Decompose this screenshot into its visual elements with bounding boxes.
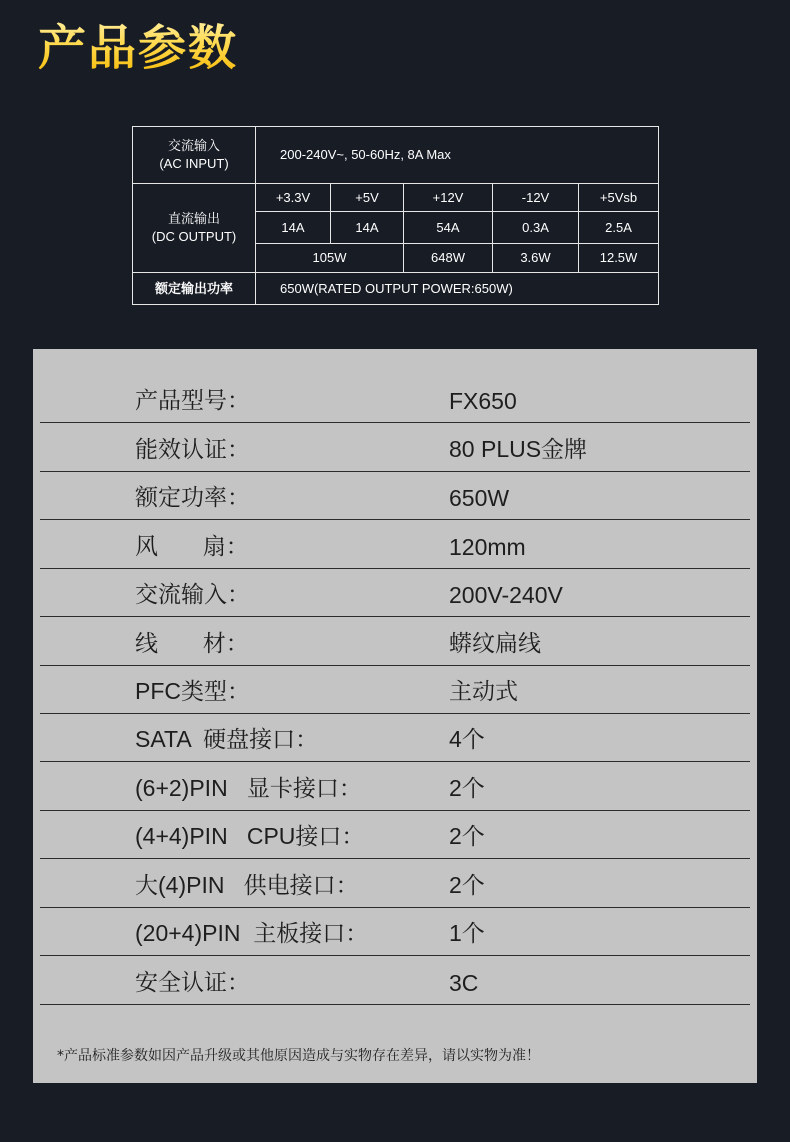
spec-value: 120mm	[449, 534, 526, 560]
spec-value: FX650	[449, 388, 517, 414]
dc-output-label-cn: 直流输出	[167, 211, 220, 226]
rail-current: 0.3A	[493, 212, 579, 244]
spec-value: 80 PLUS金牌	[449, 436, 588, 462]
spec-label: 交流输入：	[135, 581, 250, 607]
spec-row	[40, 665, 750, 714]
spec-row	[40, 520, 750, 569]
ac-input-value: 200-240V~, 50-60Hz, 8A Max	[256, 127, 659, 184]
spec-row	[40, 423, 750, 472]
spec-row	[40, 907, 750, 956]
spec-row	[40, 859, 750, 908]
rail-voltage: +3.3V	[256, 184, 331, 212]
spec-value: 2个	[449, 775, 485, 801]
spec-row	[40, 762, 750, 811]
rail-voltage: -12V	[493, 184, 579, 212]
spec-row	[40, 956, 750, 1005]
rail-wattage: 105W	[256, 244, 404, 273]
spec-label: 产品型号：	[135, 387, 250, 413]
spec-panel	[33, 349, 757, 1083]
spec-label: 安全认证：	[135, 969, 250, 995]
spec-label: 线 材：	[135, 630, 249, 656]
page-title: 产品参数	[38, 16, 238, 80]
spec-label: PFC类型：	[135, 678, 250, 704]
spec-label: (4+4)PIN CPU接口：	[135, 823, 365, 849]
spec-label: 大(4)PIN 供电接口：	[135, 872, 359, 898]
spec-row	[40, 810, 750, 859]
spec-value: 主动式	[449, 678, 518, 704]
spec-label: (20+4)PIN 主板接口：	[135, 920, 369, 946]
spec-value: 200V-240V	[449, 582, 563, 608]
rail-voltage: +12V	[404, 184, 493, 212]
rail-wattage: 3.6W	[493, 244, 579, 273]
rail-current: 14A	[331, 212, 404, 244]
spec-row	[40, 568, 750, 617]
ac-input-row	[133, 127, 659, 184]
spec-value: 2个	[449, 872, 485, 898]
spec-row	[40, 617, 750, 666]
spec-row	[40, 713, 750, 762]
ac-input-label-cn: 交流输入	[167, 138, 220, 153]
rated-power-row	[133, 273, 659, 305]
spec-label: 风 扇：	[135, 533, 249, 559]
rail-voltage: +5Vsb	[579, 184, 659, 212]
spec-value: 4个	[449, 726, 485, 752]
rated-power-value: 650W(RATED OUTPUT POWER:650W)	[256, 273, 659, 305]
spec-row	[40, 374, 750, 423]
rail-current: 14A	[256, 212, 331, 244]
spec-label: (6+2)PIN 显卡接口：	[135, 775, 362, 801]
ac-input-label	[133, 127, 256, 184]
dc-output-label	[133, 184, 256, 273]
rated-power-label: 额定输出功率	[133, 273, 256, 305]
spec-label: 额定功率：	[135, 484, 250, 510]
spec-value: 2个	[449, 823, 485, 849]
spec-value: 650W	[449, 485, 510, 511]
spec-label: SATA 硬盘接口：	[135, 726, 319, 752]
spec-value: 1个	[449, 920, 485, 946]
spec-label: 能效认证：	[135, 436, 250, 462]
rail-voltage: +5V	[331, 184, 404, 212]
rail-current: 2.5A	[579, 212, 659, 244]
dc-rail-row	[133, 184, 659, 212]
rail-current: 54A	[404, 212, 493, 244]
spec-value: 3C	[449, 970, 479, 996]
dc-output-label-en: (DC OUTPUT)	[151, 229, 237, 244]
footnote: *产品标准参数如因产品升级或其他原因造成与实物存在差异，请以实物为准！	[57, 1048, 540, 1064]
spec-row	[40, 471, 750, 520]
rail-wattage: 12.5W	[579, 244, 659, 273]
spec-value: 蟒纹扁线	[449, 630, 541, 656]
ac-input-label-en: (AC INPUT)	[159, 156, 229, 171]
rail-wattage: 648W	[404, 244, 493, 273]
power-spec-table	[132, 126, 659, 305]
